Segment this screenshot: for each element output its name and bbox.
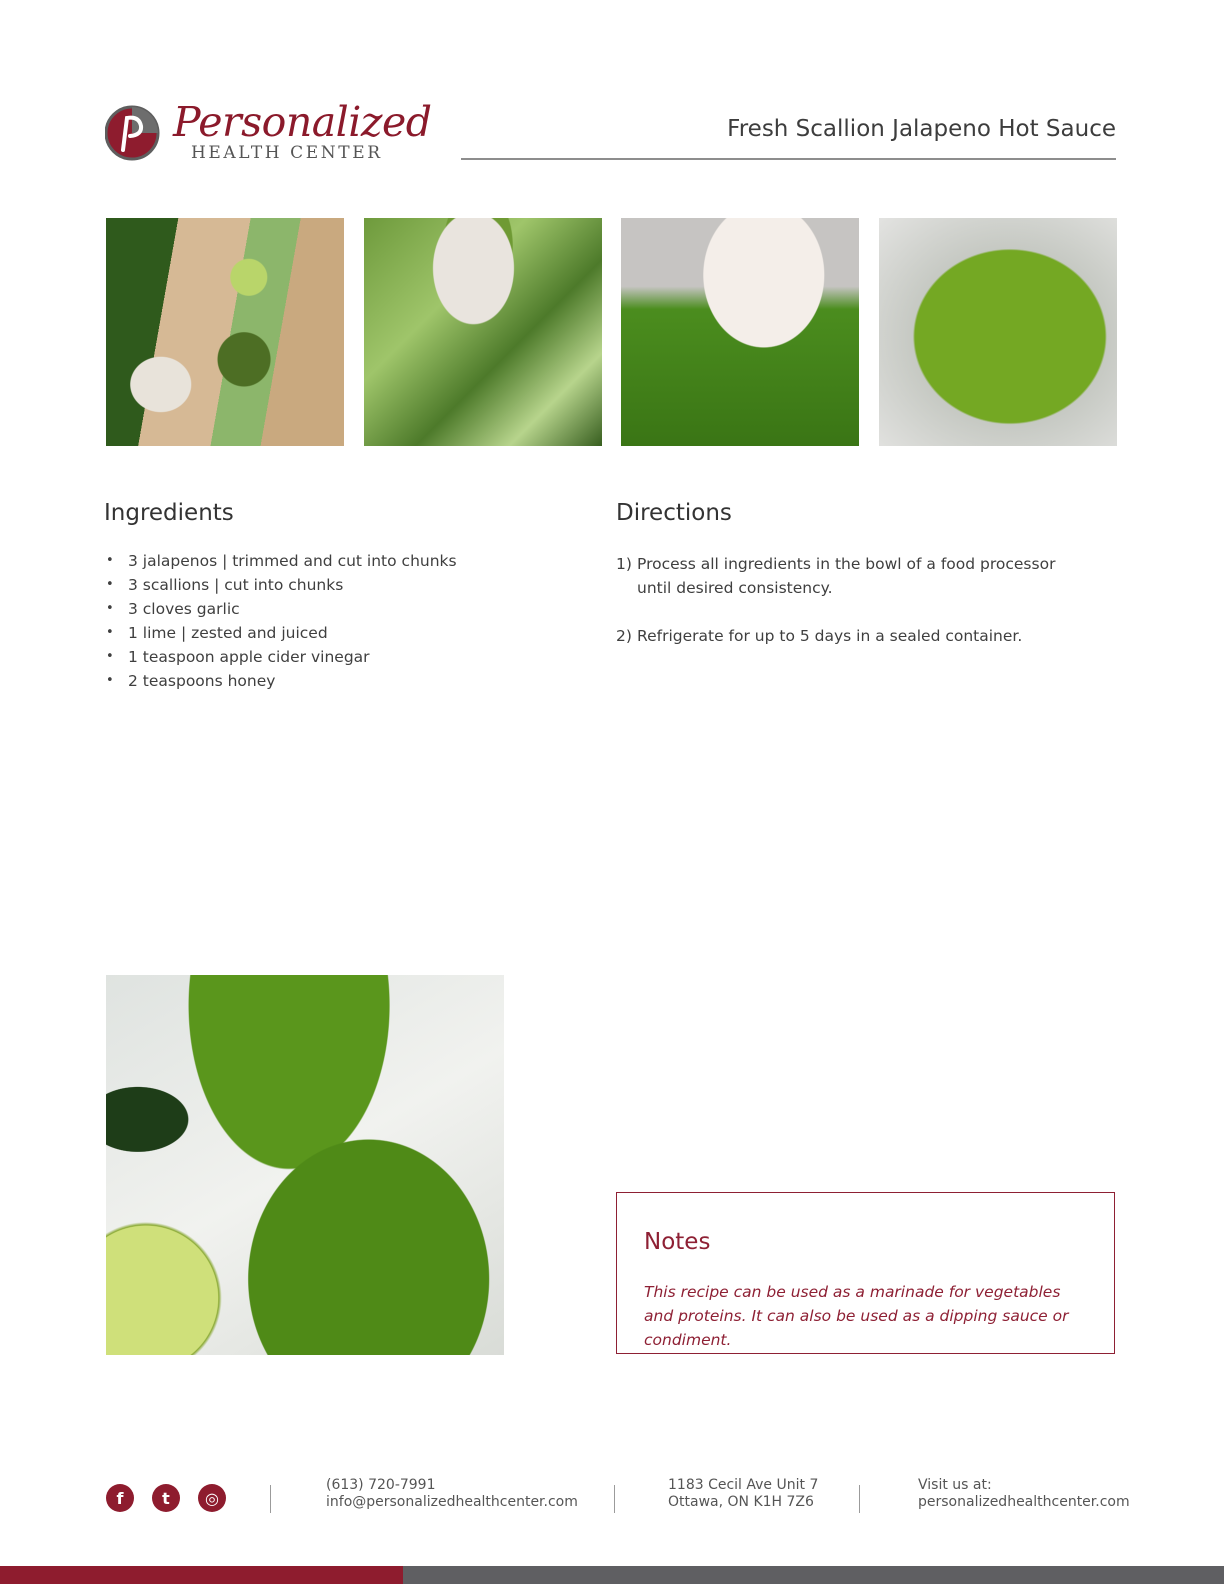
address-line: 1183 Cecil Ave Unit 7 <box>668 1477 819 1493</box>
bullet-icon: • <box>106 673 114 688</box>
recipe-title: Fresh Scallion Jalapeno Hot Sauce <box>727 116 1116 142</box>
instagram-icon[interactable]: ◎ <box>198 1484 226 1512</box>
brand-name-script: Personalized <box>173 98 432 146</box>
ingredients-heading: Ingredients <box>104 500 234 526</box>
direction-step <box>616 624 1056 648</box>
bullet-icon: • <box>106 577 114 592</box>
notes-box <box>616 1192 1115 1354</box>
visit-label: Visit us at: <box>918 1477 992 1493</box>
list-item: • 1 lime | zested and juiced <box>106 624 328 642</box>
step-number: 2) <box>616 627 632 645</box>
bullet-icon: • <box>106 625 114 640</box>
email-link[interactable]: info@personalizedhealthcenter.com <box>326 1494 578 1510</box>
address-line: Ottawa, ON K1H 7Z6 <box>668 1494 814 1510</box>
photo-food-processor-loaded <box>364 218 602 446</box>
website-link[interactable]: personalizedhealthcenter.com <box>918 1494 1130 1510</box>
footer-address <box>668 1477 818 1511</box>
list-item: • 2 teaspoons honey <box>106 672 276 690</box>
footer-bar-accent <box>0 1566 403 1584</box>
bullet-icon: • <box>106 553 114 568</box>
facebook-icon[interactable]: f <box>106 1484 134 1512</box>
step-text: Process all ingredients in the bowl of a food processor until desired consistency. <box>637 555 1056 597</box>
list-item: • 1 teaspoon apple cider vinegar <box>106 648 370 666</box>
footer-website <box>918 1477 1130 1511</box>
direction-step <box>616 552 1056 600</box>
bullet-icon: • <box>106 649 114 664</box>
notes-text: This recipe can be used as a marinade for vegetables and proteins. It can also be used as a dipping sauce or condiment. <box>644 1283 1069 1349</box>
brand-name-sub: HEALTH CENTER <box>191 143 383 163</box>
list-item: • 3 jalapenos | trimmed and cut into chunks <box>106 552 457 570</box>
footer-bar <box>403 1566 1224 1584</box>
phone-number[interactable]: (613) 720-7991 <box>326 1477 436 1493</box>
step-number: 1) <box>616 555 632 573</box>
footer-divider <box>270 1485 271 1513</box>
notes-heading: Notes <box>644 1229 711 1255</box>
photo-sauce-serving <box>106 975 504 1355</box>
directions-heading: Directions <box>616 500 732 526</box>
directions-list <box>616 552 1056 648</box>
footer-divider <box>614 1485 615 1513</box>
bullet-icon: • <box>106 601 114 616</box>
step-text: Refrigerate for up to 5 days in a sealed container. <box>637 627 1023 645</box>
photo-processing <box>621 218 859 446</box>
footer-divider <box>859 1485 860 1513</box>
footer-contact <box>326 1477 578 1511</box>
ingredients-list <box>104 552 457 696</box>
title-divider <box>461 158 1116 160</box>
list-item: • 3 scallions | cut into chunks <box>106 576 344 594</box>
photo-raw-ingredients <box>106 218 344 446</box>
twitter-icon[interactable]: t <box>152 1484 180 1512</box>
list-item: • 3 cloves garlic <box>106 600 240 618</box>
photo-finished-sauce <box>879 218 1117 446</box>
